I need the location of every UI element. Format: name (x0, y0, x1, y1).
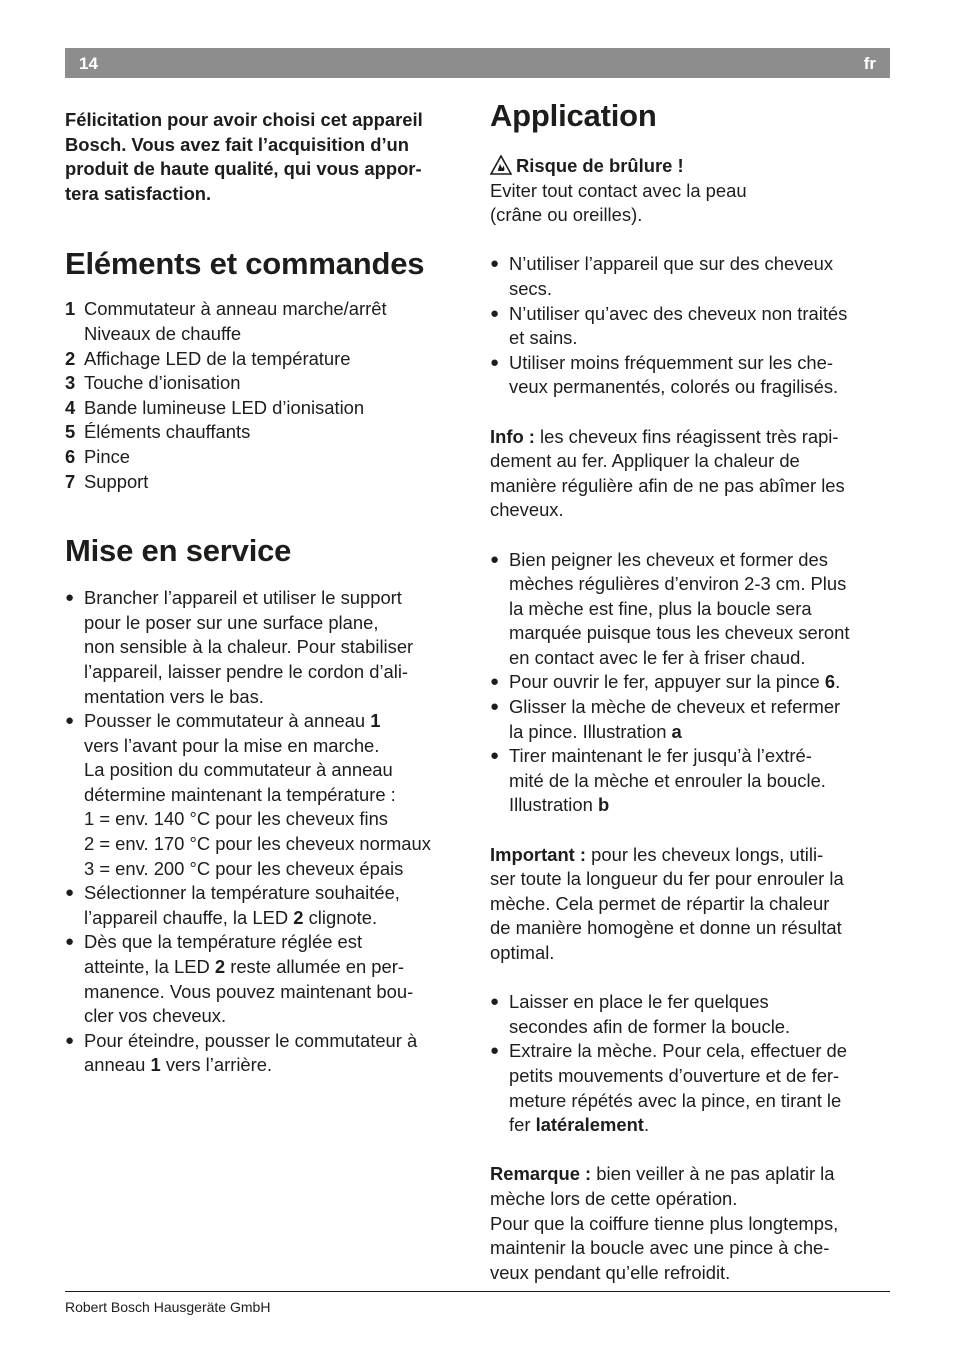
list-item: 1 Commutateur à anneau marche/arrêt Niveaux de chauffe (65, 298, 387, 344)
elements-list (65, 297, 470, 494)
list-item: ● N’utiliser l’appareil que sur des cheveux secs. (490, 252, 895, 301)
list-item: ● Dès que la température réglée est atteinte, la LED 2 reste allumée en per- manence. Vous pouvez maintenant bou- cler vos cheveux. (65, 930, 470, 1028)
list-item: ● Extraire la mèche. Pour cela, effectuer de petits mouvements d’ouverture et de fer- meture répétés avec la pince, en tirant le fer latéralement. (490, 1039, 895, 1137)
list-item: 7 Support (65, 470, 149, 492)
warning-block: Risque de brûlure ! Eviter tout contact avec la peau (crâne ou oreilles). (490, 155, 747, 226)
list-item: 4 Bande lumineuse LED d’ionisation (65, 396, 365, 418)
warning-title: Risque de brûlure ! (516, 155, 684, 176)
list-item: 5 Éléments chauffants (65, 421, 251, 443)
list-item: ● Bien peigner les cheveux et former des mèches régulières d’environ 2-3 cm. Plus la mèche est fine, plus la boucle sera marquée puisque tous les cheveux seront en contact avec le fer à friser chaud. (490, 548, 895, 671)
page-header-bar (65, 48, 890, 78)
application-bullets-1 (490, 252, 895, 400)
service-heading: Mise en service (65, 533, 292, 569)
elements-heading: Eléments et commandes (65, 246, 425, 282)
list-item: ● Pour éteindre, pousser le commutateur à anneau 1 vers l’arrière. (65, 1029, 470, 1078)
list-item: ● Brancher l’appareil et utiliser le support pour le poser sur une surface plane, non sensible à la chaleur. Pour stabiliser l’appareil, laisser pendre le cordon d’ali- mentation vers le bas. (65, 586, 470, 709)
list-item: ● Tirer maintenant le fer jusqu’à l’extré- mité de la mèche et enrouler la boucle. Illustration b (490, 744, 895, 818)
list-item: ● Utiliser moins fréquemment sur les che- veux permanentés, colorés ou fragilisés. (490, 351, 895, 400)
service-bullets (65, 586, 470, 1078)
list-item: ● Sélectionner la température souhaitée, l’appareil chauffe, la LED 2 clignote. (65, 881, 470, 930)
list-item: ● Glisser la mèche de cheveux et refermer la pince. Illustration a (490, 695, 895, 744)
list-item: 2 Affichage LED de la température (65, 347, 351, 369)
application-heading: Application (490, 98, 657, 133)
list-item: ● Pour ouvrir le fer, appuyer sur la pince 6. (490, 670, 895, 695)
right-column (490, 98, 895, 1285)
list-item: ● N’utiliser qu’avec des cheveux non traités et sains. (490, 302, 895, 351)
list-item: 3 Touche d’ionisation (65, 372, 241, 394)
language-code: fr (863, 54, 876, 73)
intro-paragraph: Félicitation pour avoir choisi cet appareil Bosch. Vous avez fait l’acquisition d’un produit de haute qualité, qui vous appor- tera satisfaction. (65, 109, 423, 204)
warning-triangle-icon (490, 155, 512, 175)
application-bullets-2 (490, 548, 895, 819)
info-paragraph: Info : les cheveux fins réagissent très rapi- dement au fer. Appliquer la chaleur de manière régulière afin de ne pas abîmer les cheveux. (490, 425, 845, 521)
footer-divider (65, 1291, 890, 1292)
remark-paragraph: Remarque : bien veiller à ne pas aplatir la mèche lors de cette opération. Pour que la coiffure tienne plus longtemps, maintenir la boucle avec une pince à che- veux pendant qu’elle refroidit. (490, 1163, 839, 1283)
page-number: 14 (79, 54, 98, 73)
important-paragraph: Important : pour les cheveux longs, utili- ser toute la longueur du fer pour enrouler la mèche. Cela permet de répartir la chaleur de manière homogène et donne un résultat optimal. (490, 843, 844, 963)
application-bullets-3 (490, 990, 895, 1138)
list-item: ● Laisser en place le fer quelques secondes afin de former la boucle. (490, 990, 895, 1039)
left-column (65, 108, 470, 1078)
footer-text: Robert Bosch Hausgeräte GmbH (65, 1299, 271, 1315)
list-item: ● Pousser le commutateur à anneau 1 vers l’avant pour la mise en marche. La position du commutateur à anneau détermine maintenant la température : 1 = env. 140 °C pour les cheveux fins 2 = env. 170 °C pour les cheveux normaux 3 = env. 200 °C pour les cheveux épais (65, 709, 470, 881)
list-item: 6 Pince (65, 445, 131, 467)
